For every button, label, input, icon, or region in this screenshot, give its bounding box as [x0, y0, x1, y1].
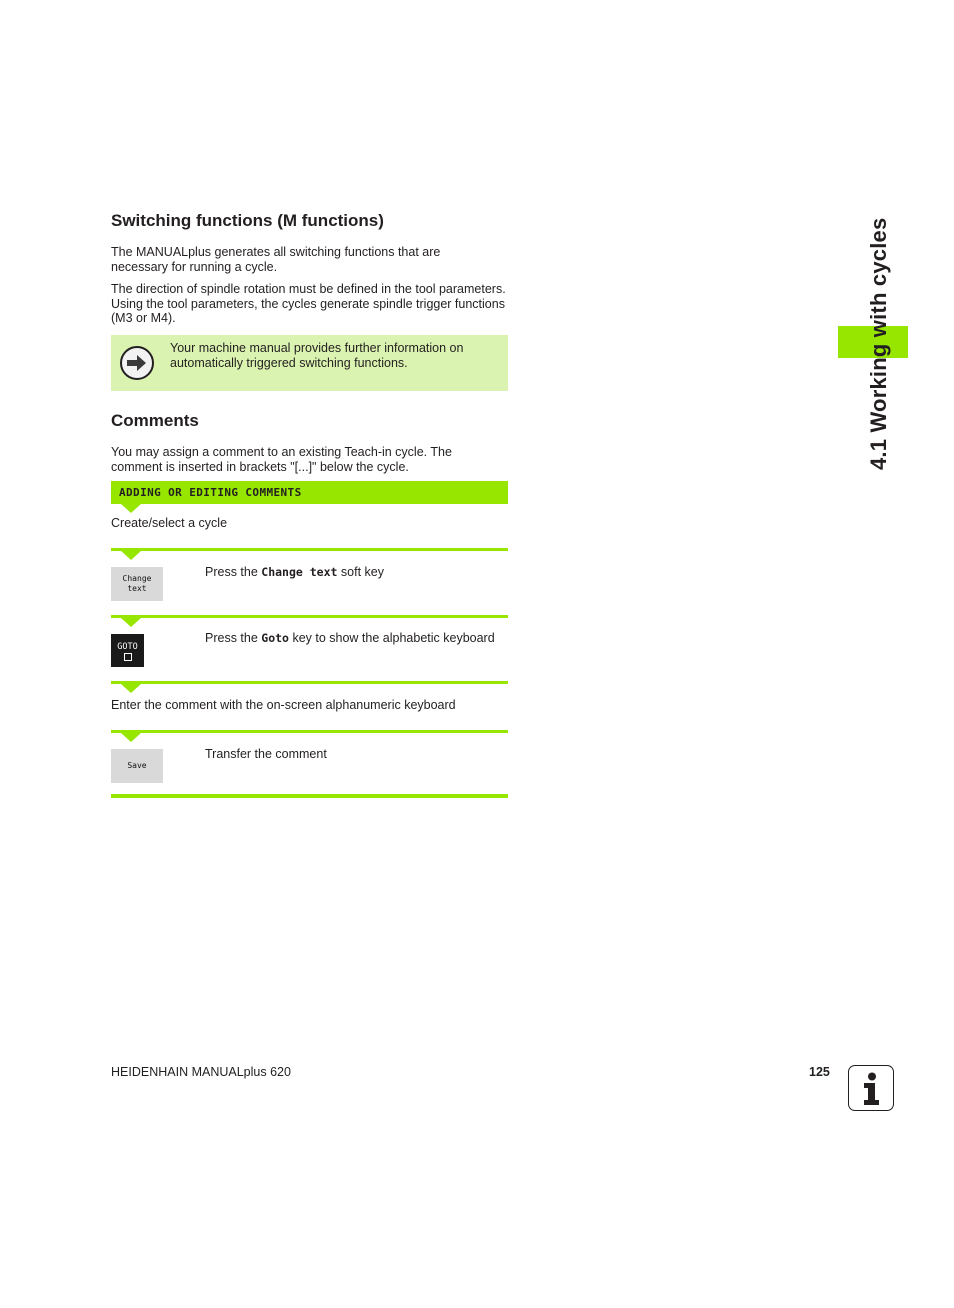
save-softkey[interactable]: Save — [111, 749, 163, 783]
procedure-end-line — [111, 794, 508, 798]
step-divider — [111, 548, 508, 551]
step-divider — [111, 615, 508, 618]
note-text: Your machine manual provides further information on automatically triggered switching functions. — [170, 341, 464, 370]
step-arrow — [121, 733, 141, 742]
section-heading-switching-functions: Switching functions (M functions) — [111, 211, 384, 230]
arrow-right-icon — [118, 344, 156, 382]
paragraph: The MANUALplus generates all switching functions that are necessary for running a cycle. — [111, 245, 441, 274]
paragraph: The direction of spindle rotation must be defined in the tool parameters. Using the tool parameters, the cycles generate spindle trigger functions (M3 or M4). — [111, 282, 506, 325]
change-text-softkey[interactable]: Change text — [111, 567, 163, 601]
step-arrow — [121, 504, 141, 513]
step-text: Press the Goto key to show the alphabetic keyboard — [205, 631, 495, 645]
section-heading-comments: Comments — [111, 411, 199, 430]
step-arrow — [121, 684, 141, 693]
step-arrow — [121, 618, 141, 627]
goto-key[interactable]: GOTO — [111, 634, 144, 667]
paragraph: You may assign a comment to an existing Teach-in cycle. The comment is inserted in brackets "[...]" below the cycle. — [111, 445, 452, 474]
step-text: Press the Change text soft key — [205, 565, 384, 579]
step-text: Enter the comment with the on-screen alphanumeric keyboard — [111, 698, 456, 712]
page-number: 125 — [809, 1065, 830, 1079]
procedure-header — [111, 481, 508, 504]
footer-manual-name: HEIDENHAIN MANUALplus 620 — [111, 1065, 291, 1079]
goto-square-icon — [124, 653, 132, 661]
step-divider — [111, 730, 508, 733]
chapter-title: 4.1 Working with cycles — [866, 217, 891, 470]
step-text: Create/select a cycle — [111, 516, 228, 530]
procedure-title: ADDING OR EDITING COMMENTS — [119, 486, 302, 499]
step-text: Transfer the comment — [205, 747, 327, 761]
step-divider — [111, 681, 508, 684]
step-arrow — [121, 551, 141, 560]
info-icon — [848, 1065, 894, 1111]
